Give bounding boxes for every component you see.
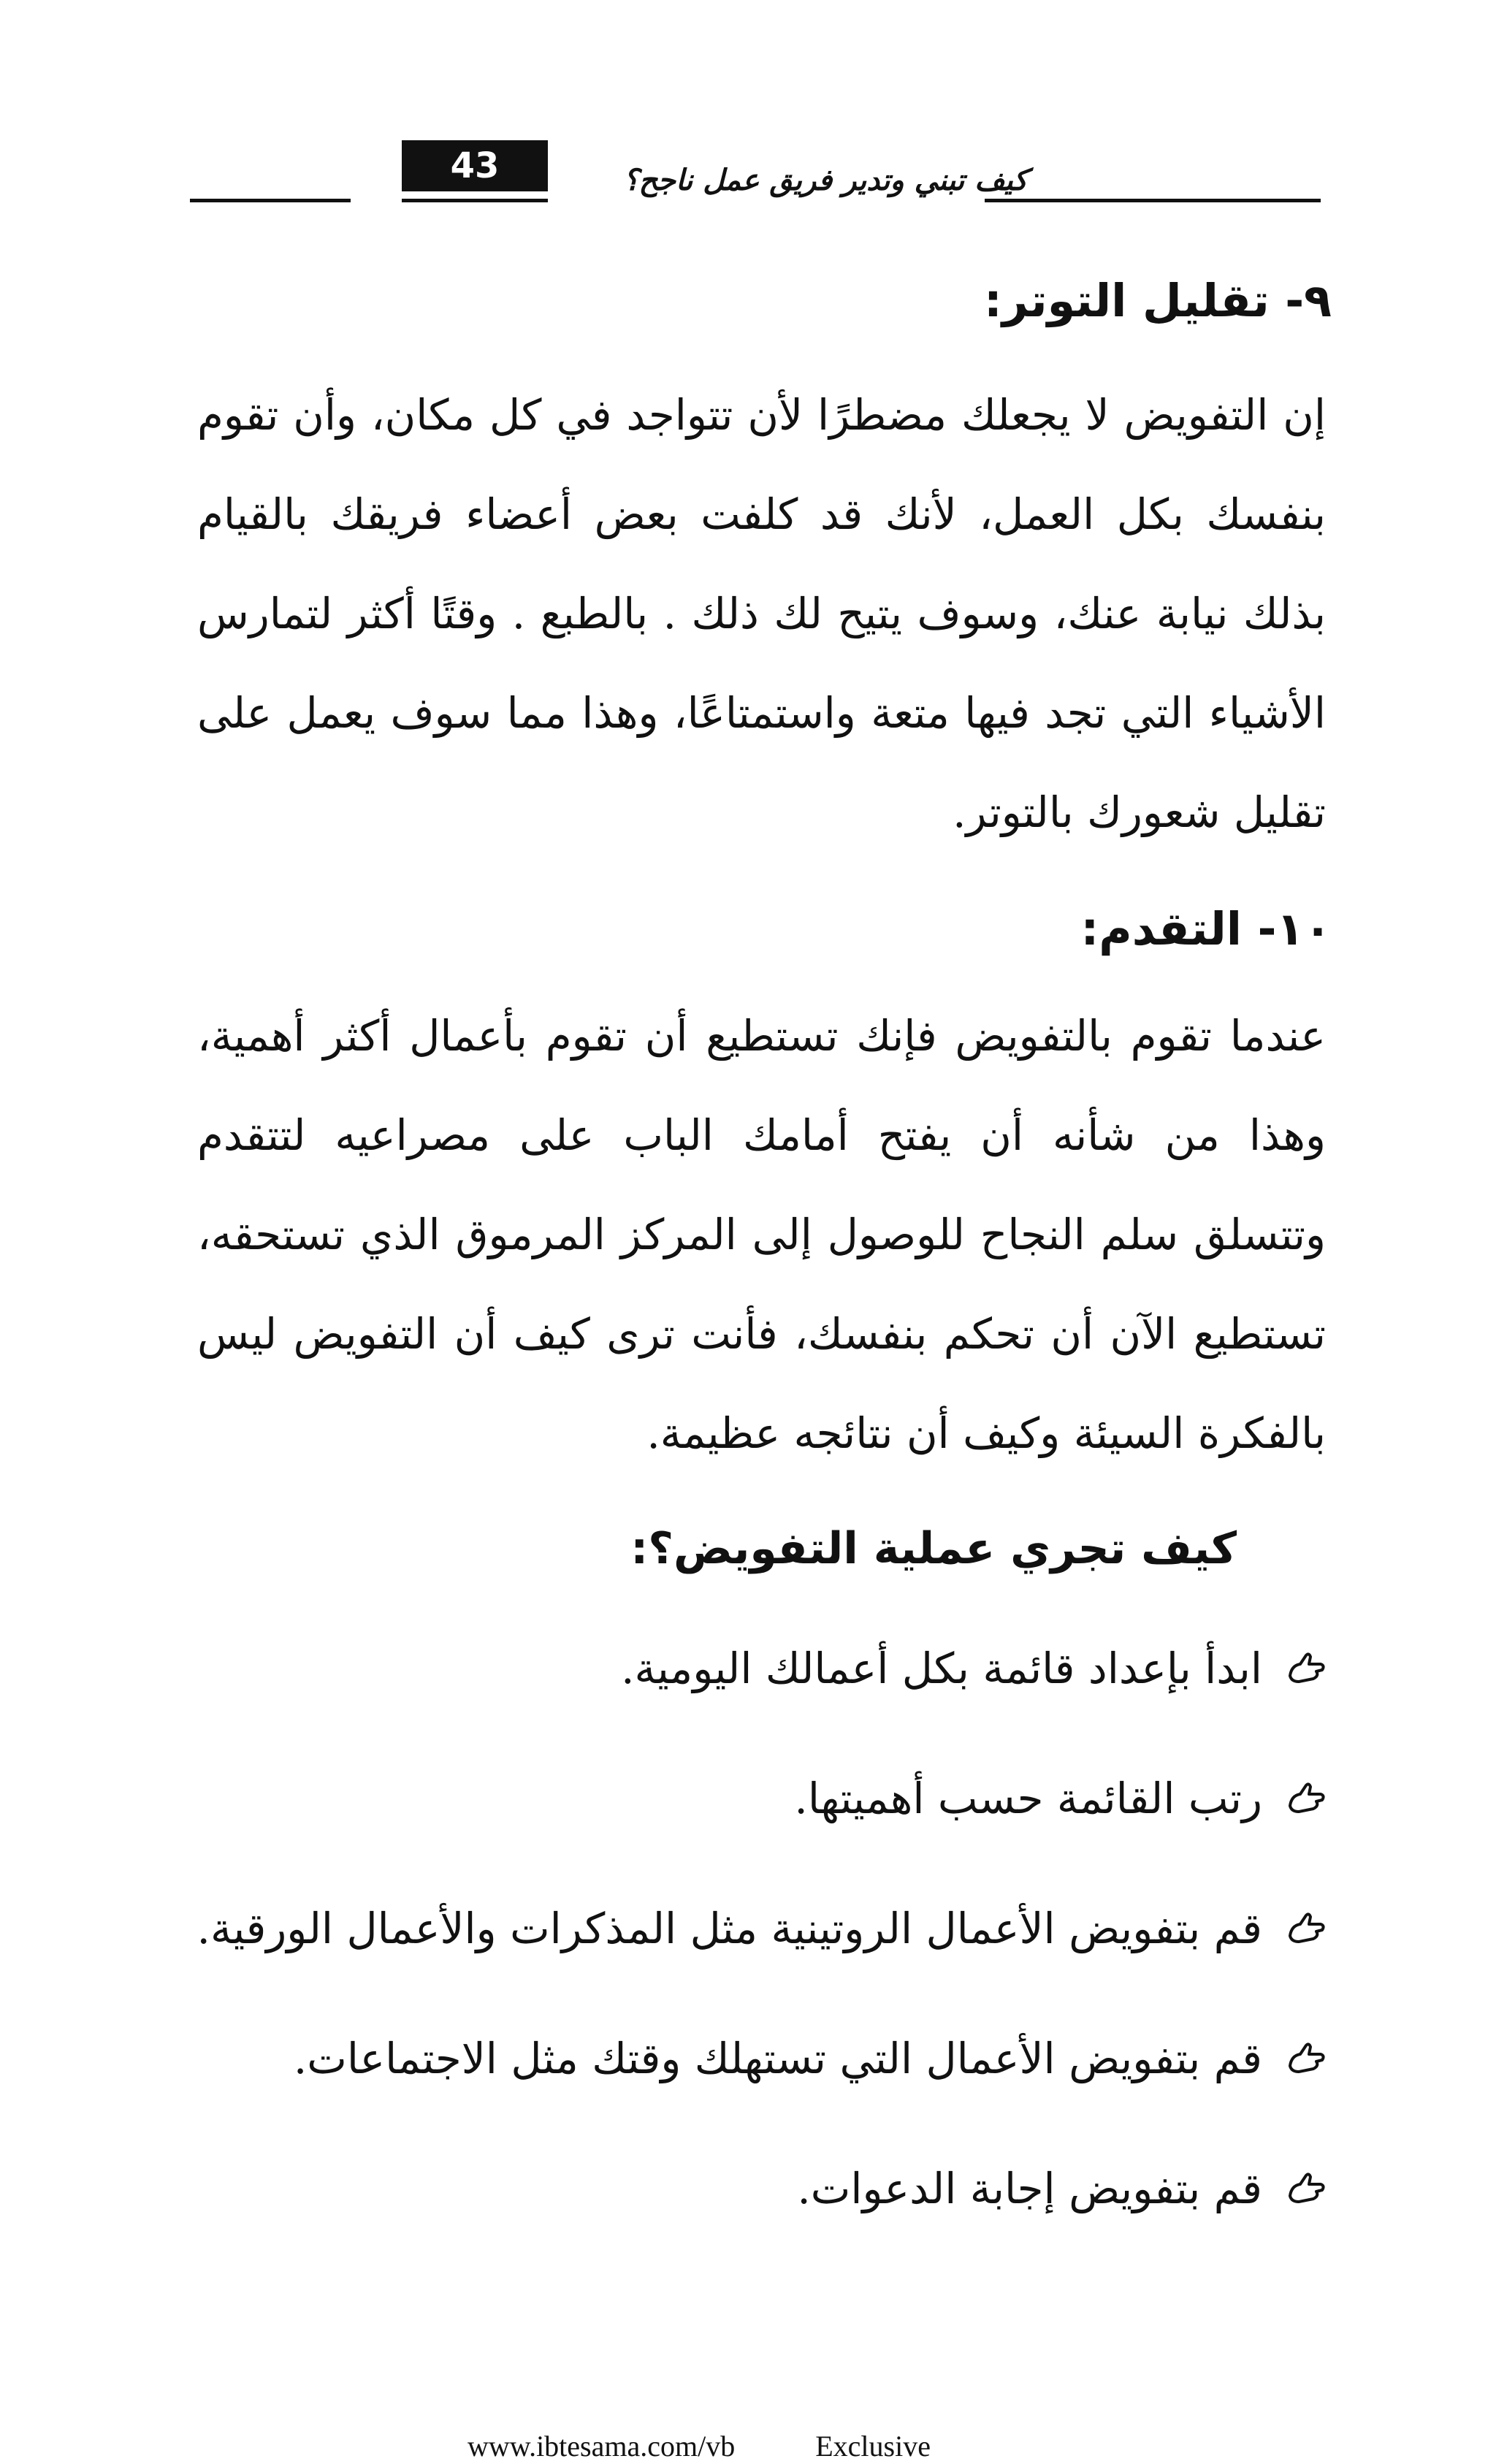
running-title: كيف تبني وتدير فريق عمل ناجح؟	[623, 164, 1028, 197]
footer-label: Exclusive	[815, 2430, 931, 2463]
hand-pointing-icon	[1284, 2037, 1328, 2080]
how-to-heading: كيف تجري عملية التفويض؟:	[630, 1523, 1237, 1574]
list-item-text: قم بتفويض الأعمال التي تستهلك وقتك مثل الاجتماعات.	[293, 2034, 1262, 2083]
list-item	[197, 1733, 1328, 1864]
page-number: 43	[402, 140, 548, 191]
section-9-body	[197, 365, 1326, 862]
list-item	[197, 1994, 1328, 2124]
list-item	[197, 1603, 1328, 1733]
page-number-rule	[402, 199, 548, 202]
section-9-heading: ٩- تقليل التوتر:	[984, 274, 1332, 327]
hand-pointing-icon	[1284, 1647, 1328, 1690]
section-9-paragraph: إن التفويض لا يجعلك مضطرًا لأن تتواجد في كل مكان، وأن تقوم بنفسك بكل العمل، لأنك قد كلفت بعض أعضاء فريقك بالقيام بذلك نيابة عنك، وسوف يتيح لك ذلك . بالطبع . وقتًا أكثر لتمارس الأشياء التي تجد فيها متعة واستمتاعًا، وهذا مما سوف يعمل على تقليل شعورك بالتوتر.	[197, 390, 1326, 837]
section-10-paragraph: عندما تقوم بالتفويض فإنك تستطيع أن تقوم بأعمال أكثر أهمية، وهذا من شأنه أن يفتح أمامك الباب على مصراعيه لتتقدم وتتسلق سلم النجاح للوصول إلى المركز المرموق الذي تستحقه، تستطيع الآن أن تحكم بنفسك، فأنت ترى كيف أن التفويض ليس بالفكرة السيئة وكيف أن نتائجه عظيمة.	[197, 1011, 1326, 1458]
hand-pointing-icon	[1284, 2167, 1328, 2211]
header-rule-right	[985, 199, 1321, 202]
running-header	[190, 131, 1321, 212]
section-10-heading: ١٠- التقدم:	[1080, 902, 1332, 956]
list-item-text: رتب القائمة حسب أهميتها.	[794, 1774, 1262, 1823]
list-item-text: قم بتفويض الأعمال الروتينية مثل المذكرات والأعمال الورقية.	[196, 1904, 1262, 1953]
page-footer	[468, 2429, 931, 2463]
list-item	[197, 2124, 1328, 2254]
hand-pointing-icon	[1284, 1777, 1328, 1820]
hand-pointing-icon	[1284, 1907, 1328, 1950]
list-item	[197, 1864, 1328, 1994]
list-item-text: قم بتفويض إجابة الدعوات.	[797, 2164, 1262, 2213]
header-rule-left	[190, 199, 351, 202]
section-10-body	[197, 986, 1326, 1483]
how-to-list	[197, 1603, 1328, 2254]
footer-site-link[interactable]: www.ibtesama.com/vb	[468, 2430, 736, 2463]
list-item-text: ابدأ بإعداد قائمة بكل أعمالك اليومية.	[621, 1644, 1262, 1693]
